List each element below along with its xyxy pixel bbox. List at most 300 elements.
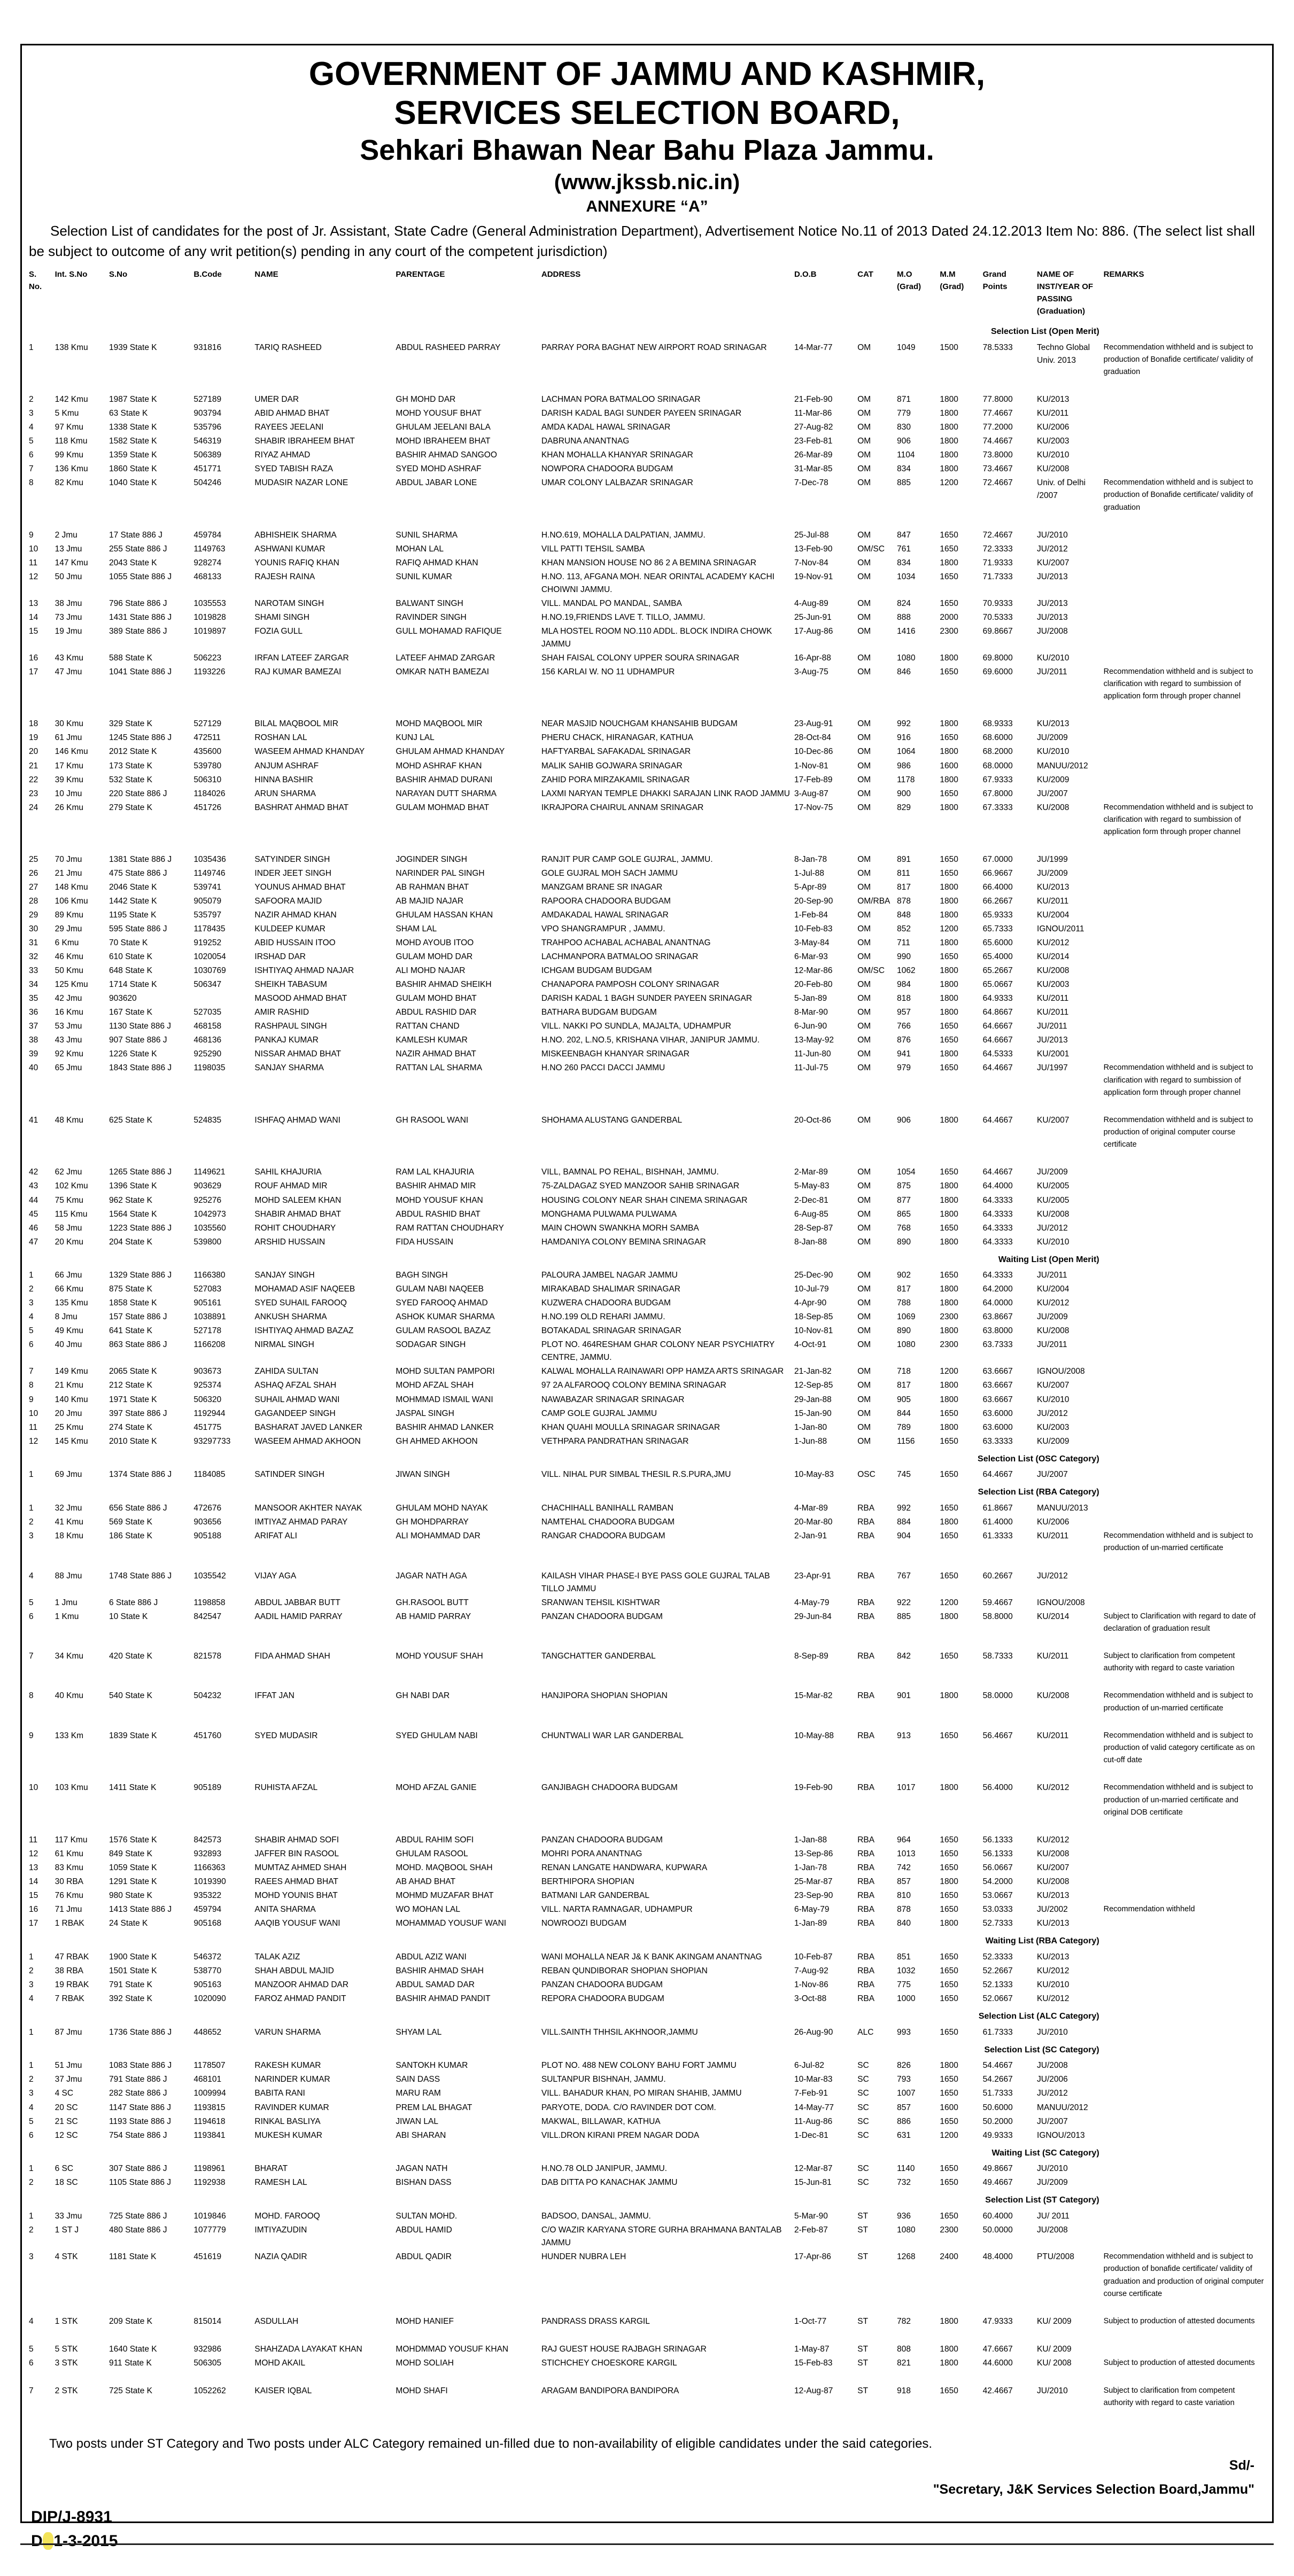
cell-sno: 8: [29, 478, 34, 488]
cell-address: REPORA CHADOORA BUDGAM: [541, 1994, 664, 2003]
cell-cat: OM/SC: [857, 966, 885, 976]
cell-sno: 1: [29, 2212, 34, 2221]
cell-parentage: GHULAM MOHD NAYAK: [396, 1504, 488, 1513]
cell-remarks: [1103, 1208, 1266, 1221]
cell-remarks: [1103, 462, 1266, 476]
cell-address: HANJIPORA SHOPIAN SHOPIAN: [541, 1691, 668, 1701]
cell-bcode: 903673: [193, 1367, 222, 1376]
cell-bcode: 1077779: [193, 2225, 226, 2235]
cell-int-sno: 3 STK: [55, 2359, 78, 2368]
cell-mo: 846: [897, 667, 911, 676]
cell-address: UMAR COLONY LALBAZAR SRINAGAR: [541, 478, 693, 488]
cell-parentage: ABDUL AZIZ WANI: [396, 1952, 467, 1962]
cell-remarks: Recommendation withheld and is subject to production of un-married certificate: [1103, 1531, 1253, 1553]
cell-dob: 23-Apr-91: [794, 1571, 831, 1581]
cell-cat: RBA: [857, 1571, 875, 1581]
cell-address: STICHCHEY CHOESKORE KARGIL: [541, 2359, 677, 2368]
cell-int-sno: 58 Jmu: [55, 1223, 82, 1233]
cell-grand-points: 49.4667: [982, 2178, 1013, 2188]
cell-cat: OM: [857, 938, 871, 948]
cell-sno2: 648 State K: [109, 966, 152, 976]
cell-remarks: Recommendation withheld and is subject to production of un-married certificate: [1103, 1691, 1253, 1713]
cell-cat: OM: [857, 747, 871, 757]
cell-remarks: [1103, 853, 1266, 867]
cell-sno2: 1359 State K: [109, 450, 157, 460]
cell-mm: 1650: [940, 789, 958, 798]
cell-sno: 4: [29, 2103, 34, 2112]
cell-cat: RBA: [857, 1691, 875, 1701]
cell-institute: JU/2010: [1037, 530, 1068, 540]
cell-dob: 1-Jan-78: [794, 1863, 827, 1872]
cell-mm: 2000: [940, 612, 958, 622]
cell-sno: 7: [29, 1652, 34, 1661]
section-header-row: [28, 2006, 1266, 2026]
cell-sno2: 1640 State K: [109, 2344, 157, 2354]
cell-bcode: 1198035: [193, 1063, 226, 1073]
cell-sno2: 1442 State K: [109, 897, 157, 906]
table-row: [28, 665, 1266, 704]
cell-sno2: 1105 State 886 J: [109, 2178, 172, 2188]
cell-sno: 3: [29, 1531, 34, 1541]
cell-sno: 12: [29, 1436, 38, 1446]
cell-cat: OM: [857, 775, 871, 784]
table-row: [28, 881, 1266, 894]
cell-mo: 718: [897, 1367, 911, 1376]
cell-address: NOWROOZI BUDGAM: [541, 1918, 627, 1928]
cell-dob: 4-May-79: [794, 1598, 830, 1607]
cell-dob: 3-Aug-87: [794, 789, 828, 798]
cell-dob: 29-Jun-84: [794, 1612, 832, 1621]
cell-bcode: 905188: [193, 1531, 222, 1541]
cell-sno: 23: [29, 789, 38, 798]
cell-name: NAZIA QADIR: [254, 2252, 307, 2262]
cell-parentage: GH NABI DAR: [396, 1691, 450, 1701]
cell-remarks: [1103, 1179, 1266, 1193]
cell-address: VETHPARA PANDRATHAN SRINAGAR: [541, 1436, 689, 1446]
cell-institute: KU/2010: [1037, 747, 1070, 757]
cell-bcode: 1019897: [193, 626, 226, 636]
cell-cat: OM: [857, 598, 871, 608]
cell-address: BERTHIPORA SHOPIAN: [541, 1877, 634, 1886]
cell-dob: 14-Mar-77: [794, 343, 833, 352]
cell-grand-points: 52.3333: [982, 1952, 1013, 1962]
cell-int-sno: 19 RBAK: [55, 1980, 89, 1989]
cell-name: ANITA SHARMA: [254, 1904, 316, 1914]
cell-mo: 891: [897, 855, 911, 865]
cell-bcode: 448652: [193, 2027, 222, 2037]
cell-parentage: JIWAN LAL: [396, 2116, 438, 2126]
table-row: [28, 407, 1266, 421]
cell-int-sno: 1 RBAK: [55, 1918, 84, 1928]
cell-cat: OM: [857, 1195, 871, 1205]
col-mo: M.O (Grad): [897, 269, 921, 291]
cell-grand-points: 63.6000: [982, 1422, 1013, 1432]
cell-dob: 15-Feb-83: [794, 2359, 833, 2368]
cell-sno2: 656 State 886 J: [109, 1504, 167, 1513]
cell-mm: 1800: [940, 1877, 958, 1886]
cell-remarks: [1103, 2101, 1266, 2115]
col-grand-points: Grand Points: [982, 269, 1008, 291]
cell-name: MUDASIR NAZAR LONE: [254, 478, 348, 488]
table-row: [28, 759, 1266, 773]
cell-mm: 1650: [940, 1980, 958, 1989]
cell-sno: 7: [29, 2386, 34, 2396]
cell-remarks: [1103, 1047, 1266, 1061]
table-row: [28, 1019, 1266, 1033]
cell-address: PARYOTE, DODA. C/O RAVINDER DOT COM.: [541, 2103, 716, 2112]
cell-bcode: 535796: [193, 423, 222, 432]
cell-int-sno: 145 Kmu: [55, 1436, 88, 1446]
cell-remarks: [1103, 528, 1266, 542]
cell-sno: 15: [29, 1890, 38, 1900]
cell-sno: 46: [29, 1223, 38, 1233]
cell-sno2: 204 State K: [109, 1237, 152, 1247]
cell-bcode: 905161: [193, 1298, 222, 1308]
cell-sno2: 863 State 886 J: [109, 1340, 167, 1350]
cell-sno2: 186 State K: [109, 1531, 152, 1541]
cell-int-sno: 5 STK: [55, 2344, 78, 2354]
cell-institute: JU/2008: [1037, 2061, 1068, 2071]
cell-int-sno: 41 Kmu: [55, 1517, 83, 1527]
cell-name: BHARAT: [254, 2164, 288, 2174]
cell-sno: 2: [29, 2075, 34, 2084]
cell-bcode: 1192944: [193, 1408, 226, 1418]
cell-bcode: 1198858: [193, 1598, 226, 1607]
cell-sno: 39: [29, 1049, 38, 1059]
cell-dob: 25-Jul-88: [794, 530, 829, 540]
annexure-label: ANNEXURE “A”: [586, 198, 708, 216]
cell-parentage: SYED MOHD ASHRAF: [396, 464, 482, 474]
cell-mm: 1800: [940, 897, 958, 906]
cell-sno2: 24 State K: [109, 1918, 148, 1928]
cell-name: IRFAN LATEEF ZARGAR: [254, 653, 349, 663]
cell-sno: 45: [29, 1209, 38, 1219]
table-row: [28, 1729, 1266, 1768]
cell-remarks: [1103, 2115, 1266, 2129]
cell-institute: KU/2011: [1037, 1731, 1069, 1740]
cell-name: SHAH ABDUL MAJID: [254, 1966, 334, 1975]
cell-int-sno: 103 Kmu: [55, 1783, 88, 1793]
cell-institute: KU/2006: [1037, 1517, 1070, 1527]
cell-sno2: 903620: [109, 994, 137, 1003]
cell-institute: JU/2013: [1037, 612, 1068, 622]
table-row: [28, 922, 1266, 936]
cell-institute: KU/ 2008: [1037, 2359, 1072, 2368]
cell-dob: 17-Aug-86: [794, 626, 833, 636]
cell-grand-points: 65.7333: [982, 924, 1013, 934]
cell-cat: SC: [857, 2103, 869, 2112]
cell-sno: 8: [29, 1381, 34, 1390]
cell-mo: 745: [897, 1470, 911, 1480]
cell-sno2: 1501 State K: [109, 1966, 157, 1975]
cell-mm: 1500: [940, 343, 958, 352]
cell-sno2: 791 State K: [109, 1980, 152, 1989]
cell-mm: 1650: [940, 855, 958, 865]
cell-int-sno: 21 Kmu: [55, 1381, 83, 1390]
cell-mm: 1200: [940, 924, 958, 934]
cell-sno: 6: [29, 1612, 34, 1621]
cell-mo: 1069: [897, 1312, 916, 1322]
cell-mm: 1650: [940, 572, 958, 581]
table-row: [28, 625, 1266, 651]
cell-int-sno: 39 Kmu: [55, 775, 83, 784]
cell-name: SYED TABISH RAZA: [254, 464, 334, 474]
cell-cat: OM: [857, 1237, 871, 1247]
cell-name: SUHAIL AHMAD WANI: [254, 1395, 340, 1404]
cell-mm: 1650: [940, 952, 958, 962]
table-row: [28, 1501, 1266, 1515]
cell-mo: 964: [897, 1835, 911, 1845]
cell-sno: 7: [29, 464, 34, 474]
cell-cat: RBA: [857, 1652, 875, 1661]
cell-mo: 922: [897, 1598, 911, 1607]
cell-mm: 1650: [940, 1022, 958, 1031]
cell-parentage: JIWAN SINGH: [396, 1470, 450, 1480]
cell-remarks: [1103, 1338, 1266, 1365]
cell-remarks: [1103, 787, 1266, 801]
cell-remarks: [1103, 1501, 1266, 1515]
cell-institute: JU/1999: [1037, 855, 1068, 865]
cell-parentage: SUNIL KUMAR: [396, 572, 452, 581]
cell-cat: OM: [857, 869, 871, 878]
cell-remarks: [1103, 1978, 1266, 1992]
cell-cat: OM: [857, 1022, 871, 1031]
cell-name: HINNA BASHIR: [254, 775, 313, 784]
cell-grand-points: 64.3333: [982, 1195, 1013, 1205]
cell-bcode: 472676: [193, 1504, 222, 1513]
cell-parentage: SHAM LAL: [396, 924, 437, 934]
cell-address: VILL. BAHADUR KHAN, PO MIRAN SHAHIB, JAMMU: [541, 2089, 742, 2098]
cell-bcode: 1035553: [193, 598, 226, 608]
cell-dob: 17-Apr-86: [794, 2252, 831, 2262]
cell-remarks: [1103, 2176, 1266, 2190]
cell-bcode: 506310: [193, 775, 222, 784]
cell-int-sno: 138 Kmu: [55, 343, 88, 352]
cell-cat: RBA: [857, 1504, 875, 1513]
cell-int-sno: 33 Jmu: [55, 2212, 82, 2221]
cell-mo: 1140: [897, 2164, 915, 2174]
cell-parentage: GH MOHDPARRAY: [396, 1517, 469, 1527]
cell-parentage: ASHOK KUMAR SHARMA: [396, 1312, 495, 1322]
cell-parentage: JAGAR NATH AGA: [396, 1571, 467, 1581]
table-row: [28, 773, 1266, 787]
table-row: [28, 867, 1266, 881]
cell-institute: KU/2012: [1037, 1298, 1070, 1308]
cell-bcode: 451775: [193, 1422, 222, 1432]
cell-int-sno: 62 Jmu: [55, 1168, 82, 1177]
cell-sno2: 1582 State K: [109, 437, 157, 446]
cell-mo: 847: [897, 530, 911, 540]
cell-name: ROSHAN LAL: [254, 733, 307, 743]
table-row: [28, 1950, 1266, 1964]
table-row: [28, 421, 1266, 434]
cell-sno2: 1900 State K: [109, 1952, 157, 1962]
table-row: [28, 2162, 1266, 2176]
cell-mo: 1017: [897, 1783, 916, 1793]
cell-sno2: 625 State K: [109, 1115, 152, 1125]
cell-name: RAYEES JEELANI: [254, 423, 324, 432]
cell-grand-points: 65.4000: [982, 952, 1013, 962]
cell-address: RANGAR CHADOORA BUDGAM: [541, 1531, 665, 1541]
col-dob: D.O.B: [794, 269, 817, 279]
table-row: [28, 1421, 1266, 1435]
cell-cat: OM: [857, 558, 871, 567]
cell-institute: KU/2006: [1037, 423, 1070, 432]
cell-dob: 6-Jul-82: [794, 2061, 824, 2071]
cell-parentage: MOHD SULTAN PAMPORI: [396, 1367, 495, 1376]
cell-int-sno: 1 STK: [55, 2316, 78, 2326]
cell-mo: 631: [897, 2130, 911, 2140]
cell-name: IRSHAD DAR: [254, 952, 306, 962]
cell-name: MOHD. FAROOQ: [254, 2212, 320, 2221]
cell-grand-points: 66.9667: [982, 869, 1013, 878]
cell-grand-points: 64.3333: [982, 1223, 1013, 1233]
cell-mm: 1800: [940, 1395, 958, 1404]
cell-grand-points: 52.0667: [982, 1994, 1013, 2003]
cell-sno: 26: [29, 869, 38, 878]
cell-remarks: [1103, 556, 1266, 570]
cell-bcode: 1019846: [193, 2212, 226, 2221]
cell-address: NOWPORA CHADOORA BUDGAM: [541, 464, 673, 474]
cell-bcode: 932986: [193, 2344, 222, 2354]
cell-dob: 10-May-83: [794, 1470, 834, 1480]
cell-mm: 1800: [940, 1381, 958, 1390]
cell-name: ABHISHEIK SHARMA: [254, 530, 337, 540]
cell-name: ROUF AHMAD MIR: [254, 1181, 328, 1191]
cell-cat: OM: [857, 1436, 871, 1446]
table-row: [28, 1978, 1266, 1992]
cell-sno: 40: [29, 1063, 38, 1073]
cell-sno: 9: [29, 1395, 34, 1404]
cell-cat: ST: [857, 2359, 869, 2368]
cell-dob: 5-Apr-89: [794, 883, 827, 892]
cell-name: RASHPAUL SINGH: [254, 1022, 327, 1031]
cell-mo: 957: [897, 1008, 911, 1017]
cell-sno2: 1147 State 886 J: [109, 2103, 172, 2112]
cell-cat: OM: [857, 1381, 871, 1390]
cell-name: MANSOOR AKHTER NAYAK: [254, 1504, 362, 1513]
cell-grand-points: 64.0000: [982, 1298, 1013, 1308]
selection-list-table: [28, 267, 1266, 2424]
cell-parentage: KAMLESH KUMAR: [396, 1036, 468, 1045]
cell-dob: 1-Dec-81: [794, 2130, 828, 2140]
cell-name: BASHARAT JAVED LANKER: [254, 1422, 362, 1432]
cell-remarks: [1103, 978, 1266, 992]
cell-cat: OM: [857, 464, 871, 474]
cell-name: WASEEM AHMAD AKHOON: [254, 1436, 361, 1446]
cell-int-sno: 99 Kmu: [55, 450, 83, 460]
table-row: [28, 1889, 1266, 1903]
cell-address: PHERU CHACK, HIRANAGAR, KATHUA: [541, 733, 693, 743]
cell-parentage: MOHD ASHRAF KHAN: [396, 761, 482, 771]
cell-institute: JU/2013: [1037, 598, 1068, 608]
cell-dob: 15-Jun-81: [794, 2178, 832, 2188]
cell-bcode: [192, 992, 253, 1006]
cell-mo: 992: [897, 1504, 911, 1513]
cell-name: WASEEM AHMAD KHANDAY: [254, 747, 365, 757]
cell-address: KHAN MOHALLA KHANYAR SRINAGAR: [541, 450, 693, 460]
table-row: [28, 1435, 1266, 1449]
table-row: [28, 1833, 1266, 1847]
cell-int-sno: 8 Jmu: [55, 1312, 78, 1322]
cell-remarks: [1103, 745, 1266, 759]
dip-block: [28, 2502, 1266, 2553]
section-header-row: [28, 2143, 1266, 2162]
cell-mo: 1080: [897, 653, 916, 663]
cell-int-sno: 61 Jmu: [55, 733, 82, 743]
cell-cat: RBA: [857, 1904, 875, 1914]
cell-address: MIRAKABAD SHALIMAR SRINAGAR: [541, 1285, 680, 1294]
cell-address: AMDA KADAL HAWAL SRINAGAR: [541, 423, 671, 432]
table-row: [28, 1529, 1266, 1555]
cell-sno2: 1223 State 886 J: [109, 1223, 172, 1233]
table-row: [28, 570, 1266, 597]
cell-address: VILL. NIHAL PUR SIMBAL THESIL R.S.PURA,JMU: [541, 1470, 731, 1480]
cell-int-sno: 21 Jmu: [55, 869, 82, 878]
cell-cat: OM: [857, 803, 871, 812]
cell-address: REBAN QUNDIBORAR SHOPIAN SHOPIAN: [541, 1966, 708, 1975]
cell-mo: 775: [897, 1980, 911, 1989]
cell-cat: OM: [857, 980, 871, 990]
cell-institute: MANUU/2012: [1037, 761, 1088, 771]
cell-address: MISKEENBAGH KHANYAR SRINAGAR: [541, 1049, 689, 1059]
cell-remarks: Recommendation withheld: [1103, 1904, 1195, 1913]
cell-cat: OM: [857, 530, 871, 540]
cell-int-sno: 5 Kmu: [55, 409, 79, 418]
cell-sno2: 1987 State K: [109, 395, 157, 404]
cell-address: VILL. NAKKI PO SUNDLA, MAJALTA, UDHAMPUR: [541, 1022, 732, 1031]
cell-parentage: AB HAMID PARRAY: [396, 1612, 471, 1621]
cell-dob: 21-Jan-82: [794, 1367, 832, 1376]
cell-address: VILL, BAMNAL PO REHAL, BISHNAH, JAMMU.: [541, 1168, 719, 1177]
cell-sno2: 725 State 886 J: [109, 2212, 167, 2221]
cell-institute: KU/ 2009: [1037, 2344, 1072, 2354]
cell-dob: 7-Aug-92: [794, 1966, 828, 1975]
cell-institute: JU/2013: [1037, 1036, 1068, 1045]
cell-sno: 38: [29, 1036, 38, 1045]
cell-remarks: Recommendation withheld and is subject to clarification with regard to sumbission of application form through proper channel: [1103, 803, 1253, 836]
cell-parentage: GHULAM RASOOL: [396, 1849, 468, 1858]
cell-grand-points: 71.7333: [982, 572, 1013, 581]
table-row: [28, 2342, 1266, 2356]
cell-address: MAIN CHOWN SWANKHA MORH SAMBA: [541, 1223, 699, 1233]
cell-sno2: 1396 State K: [109, 1181, 157, 1191]
signature-block: [28, 2454, 1266, 2502]
cell-institute: JU/2010: [1037, 2027, 1068, 2037]
cell-sno2: 1040 State K: [109, 478, 157, 488]
section-spacer: [1103, 1449, 1266, 1468]
table-row: [28, 1917, 1266, 1931]
cell-grand-points: 61.7333: [982, 2027, 1013, 2037]
cell-parentage: GULAM MOHD DAR: [396, 952, 473, 962]
cell-institute: KU/2013: [1037, 1918, 1070, 1928]
cell-int-sno: 29 Jmu: [55, 924, 82, 934]
row-spacer: [28, 1819, 1266, 1833]
cell-institute: JU/2012: [1037, 1223, 1068, 1233]
cell-int-sno: 37 Jmu: [55, 2075, 82, 2084]
cell-mm: 1650: [940, 1470, 958, 1480]
cell-mm: 1650: [940, 2075, 958, 2084]
cell-bcode: 1030769: [193, 966, 226, 976]
cell-dob: 4-Mar-89: [794, 1504, 828, 1513]
cell-int-sno: 140 Kmu: [55, 1395, 88, 1404]
cell-mo: 788: [897, 1298, 911, 1308]
cell-mm: 1650: [940, 1652, 958, 1661]
cell-grand-points: 64.4667: [982, 1168, 1013, 1177]
cell-dob: 15-Mar-82: [794, 1691, 833, 1701]
cell-mm: 1800: [940, 450, 958, 460]
cell-mm: 1800: [940, 1422, 958, 1432]
